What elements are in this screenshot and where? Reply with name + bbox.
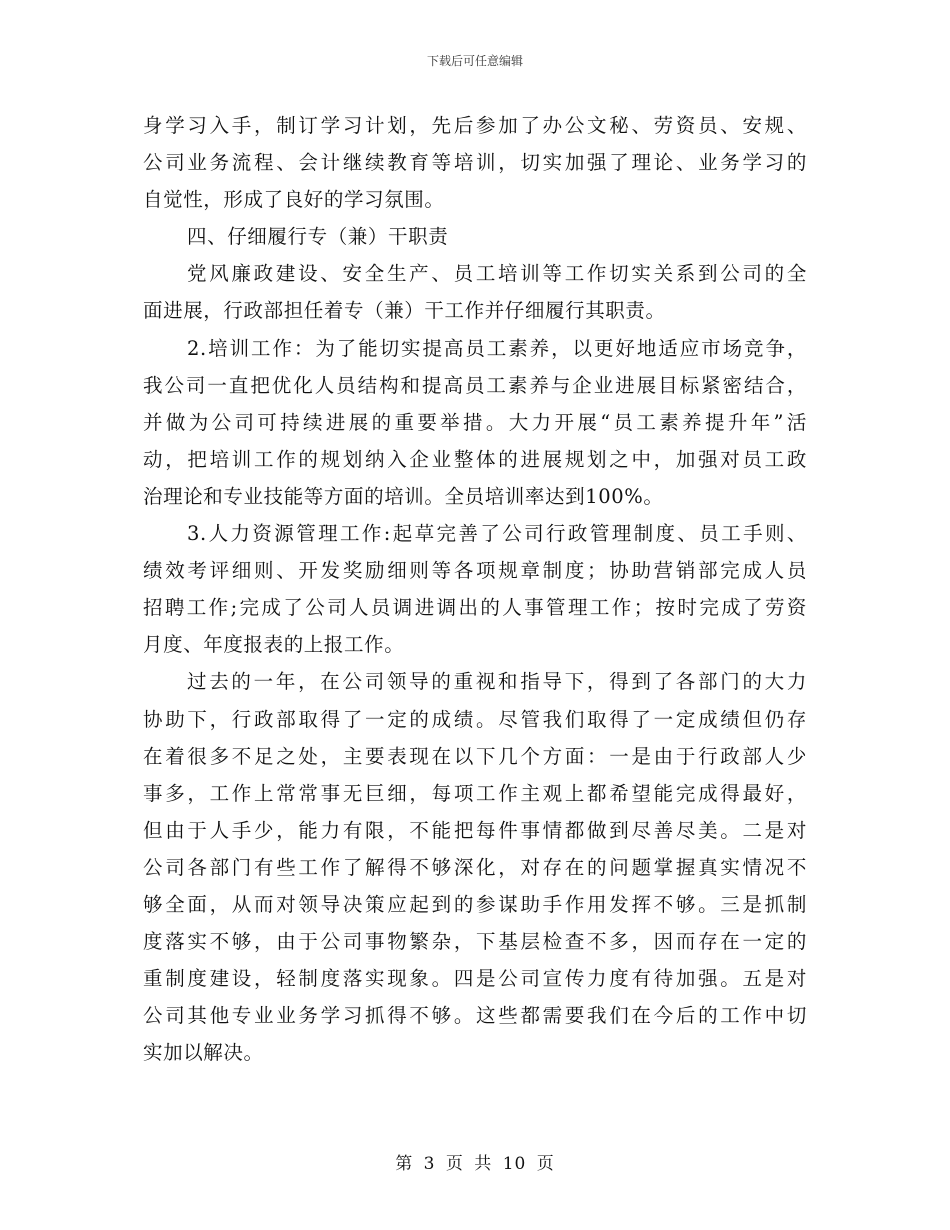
body-line: 事多，工作上常常事无巨细，每项工作主观上都希望能完成得最好，: [143, 781, 807, 805]
body-line: 重制度建设，轻制度落实现象。四是公司宣传力度有待加强。五是对: [143, 967, 807, 991]
body-line: 公司业务流程、会计继续教育等培训，切实加强了理论、业务学习的: [143, 151, 807, 175]
body-line: 我公司一直把优化人员结构和提高员工素养与企业进展目标紧密结合，: [143, 373, 807, 397]
body-line: 面进展，行政部担任着专（兼）干工作并仔细履行其职责。: [143, 299, 666, 323]
body-line: 3.人力资源管理工作:起草完善了公司行政管理制度、员工手则、: [187, 522, 807, 546]
page-header: 下载后可任意编辑: [426, 54, 523, 68]
page-number-footer: 第 3 页 共 10 页: [395, 1154, 555, 1174]
document-body: [143, 107, 807, 1071]
body-line: 但由于人手少，能力有限，不能把每件事情都做到尽善尽美。二是对: [143, 818, 807, 842]
body-line: 公司其他专业业务学习抓得不够。这些都需要我们在今后的工作中切: [143, 1004, 807, 1028]
body-line: 自觉性，形成了良好的学习氛围。: [143, 188, 445, 212]
body-line: 动，把培训工作的规划纳入企业整体的进展规划之中，加强对员工政: [143, 447, 807, 471]
body-line: 够全面，从而对领导决策应起到的参谋助手作用发挥不够。三是抓制: [143, 892, 807, 916]
body-line: 度落实不够，由于公司事物繁杂，下基层检查不多，因而存在一定的: [143, 930, 807, 954]
body-line: 招聘工作;完成了公司人员调进调出的人事管理工作；按时完成了劳资: [143, 596, 807, 620]
body-line: 党风廉政建设、安全生产、员工培训等工作切实关系到公司的全: [187, 262, 807, 286]
body-line: 月度、年度报表的上报工作。: [143, 633, 405, 657]
body-line: 过去的一年，在公司领导的重视和指导下，得到了各部门的大力: [187, 670, 807, 694]
body-line: 治理论和专业技能等方面的培训。全员培训率达到100%。: [143, 484, 664, 508]
body-line: 公司各部门有些工作了解得不够深化，对存在的问题掌握真实情况不: [143, 855, 807, 879]
body-line: 在着很多不足之处，主要表现在以下几个方面：一是由于行政部人少: [143, 744, 807, 768]
body-line: 协助下，行政部取得了一定的成绩。尽管我们取得了一定成绩但仍存: [143, 707, 807, 731]
body-line: 实加以解决。: [143, 1041, 264, 1065]
section-heading: 四、仔细履行专（兼）干职责: [187, 225, 449, 249]
body-line: 2.培训工作：为了能切实提高员工素养，以更好地适应市场竞争，: [187, 336, 807, 360]
body-line: 并做为公司可持续进展的重要举措。大力开展“员工素养提升年”活: [143, 410, 807, 434]
body-line: 绩效考评细则、开发奖励细则等各项规章制度；协助营销部完成人员: [143, 559, 807, 583]
body-line: 身学习入手，制订学习计划，先后参加了办公文秘、劳资员、安规、: [143, 114, 807, 137]
